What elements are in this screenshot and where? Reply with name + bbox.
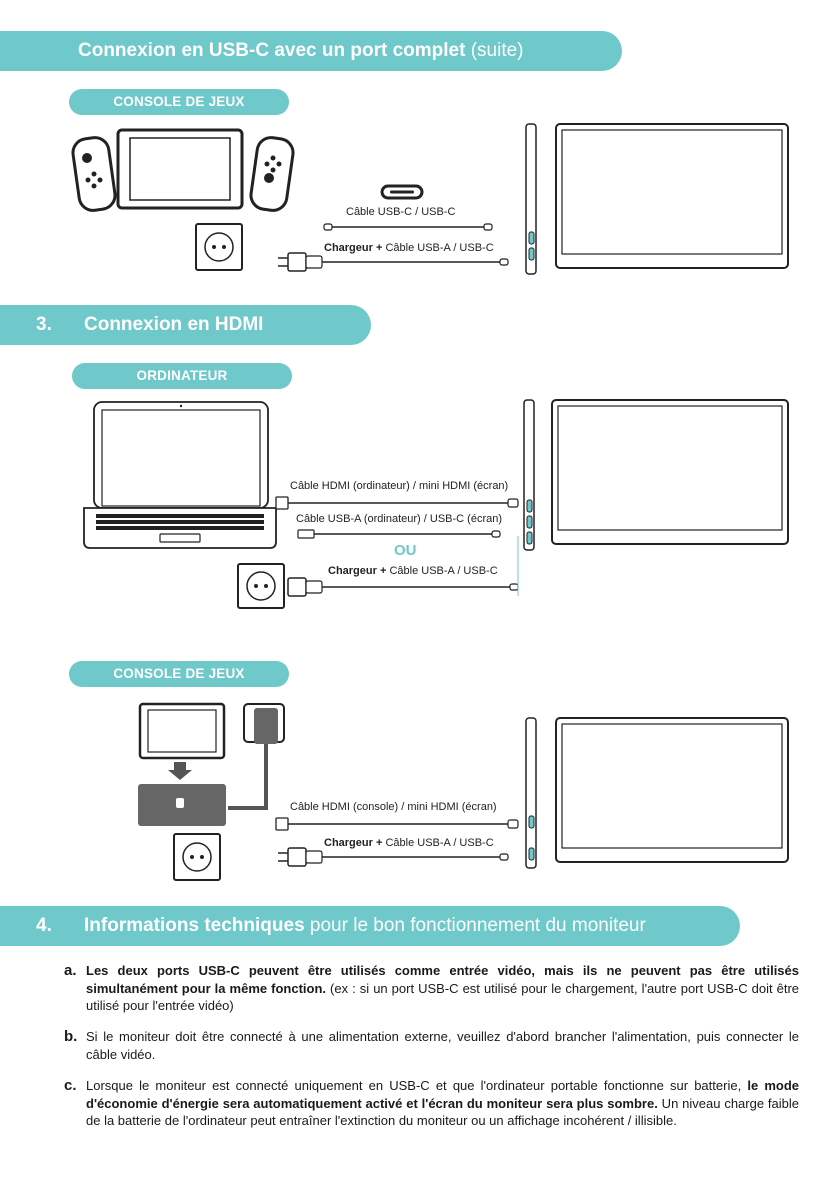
charger-label: Chargeur + Câble USB-A / USB-C [324, 242, 494, 254]
section-number: 3. [36, 314, 52, 335]
hdmi-cable [276, 817, 526, 831]
section-title-suffix: pour le bon fonctionnement du moniteur [309, 915, 646, 936]
game-console-illustration [70, 122, 300, 282]
item-bold-text: le mode d'économie d'énergie sera automatiquement activé et l'écran du moniteur sera plus sombre. [86, 1078, 800, 1111]
charger-label: Chargeur + Câble USB-A / USB-C [324, 837, 494, 849]
charger-label: Chargeur + Câble USB-A / USB-C [328, 565, 498, 577]
section-banner-hdmi [0, 305, 371, 345]
item-letter: a. [64, 962, 77, 979]
section-banner-usbc [0, 31, 622, 71]
usbc-cable [324, 222, 494, 232]
cable-label-hdmi: Câble HDMI (ordinateur) / mini HDMI (écran) [290, 480, 509, 492]
charger-cable [288, 574, 528, 598]
or-label: OU [394, 542, 417, 559]
section-title: Connexion en USB-C avec un port complet [78, 40, 466, 61]
charger-cable [278, 846, 518, 868]
wall-outlet-icon [236, 562, 288, 610]
portable-monitor-illustration [520, 120, 795, 280]
item-text: Lorsque le moniteur est connecté uniquement en USB-C et que l'ordinateur portable fonctionne sur batterie, [86, 1078, 748, 1093]
portable-monitor-illustration [518, 396, 794, 560]
item-text: (ex : si un port USB-C est utilisé pour le chargement, l'autre port USB-C doit être utilisé pour l'entrée vidéo) [86, 980, 799, 1013]
item-letter: b. [64, 1028, 78, 1045]
item-bold-text: Les deux ports USB-C peuvent être utilisés comme entrée vidéo, mais ils ne peuvent pas être utilisés simultanément pour la même fonction. [86, 963, 799, 996]
section-banner-tech [0, 906, 740, 946]
section-title-suffix: (suite) [470, 40, 524, 61]
cable-label-hdmi: Câble HDMI (console) / mini HDMI (écran) [290, 801, 497, 813]
pill-computer: ORDINATEUR [72, 363, 292, 389]
charger-cable [278, 251, 518, 273]
info-item-c [64, 1077, 799, 1130]
usb-c-port-icon [380, 184, 424, 200]
hdmi-cable [276, 496, 526, 510]
laptop-illustration [80, 398, 280, 550]
item-text: Si le moniteur doit être connecté à une alimentation externe, veuillez d'abord brancher l'alimentation, puis connecter le câble vidéo. [86, 1029, 799, 1062]
info-item-a [64, 962, 799, 1015]
cable-label-usbc: Câble USB-C / USB-C [346, 206, 456, 218]
pill-console: CONSOLE DE JEUX [69, 89, 289, 115]
section-title: Informations techniques [84, 915, 305, 936]
item-letter: c. [64, 1077, 77, 1094]
cable-label-usb: Câble USB-A (ordinateur) / USB-C (écran) [296, 513, 503, 525]
section-title: Connexion en HDMI [84, 314, 264, 335]
portable-monitor-illustration [520, 714, 795, 874]
item-text: Un niveau charge faible de la batterie de l'ordinateur peut entraîner l'extinction du moniteur ou un affichage incohérent / illisible. [86, 1095, 799, 1128]
section-number: 4. [36, 915, 52, 936]
usb-cable [298, 528, 508, 540]
pill-console: CONSOLE DE JEUX [69, 661, 289, 687]
info-item-b [64, 1028, 799, 1063]
